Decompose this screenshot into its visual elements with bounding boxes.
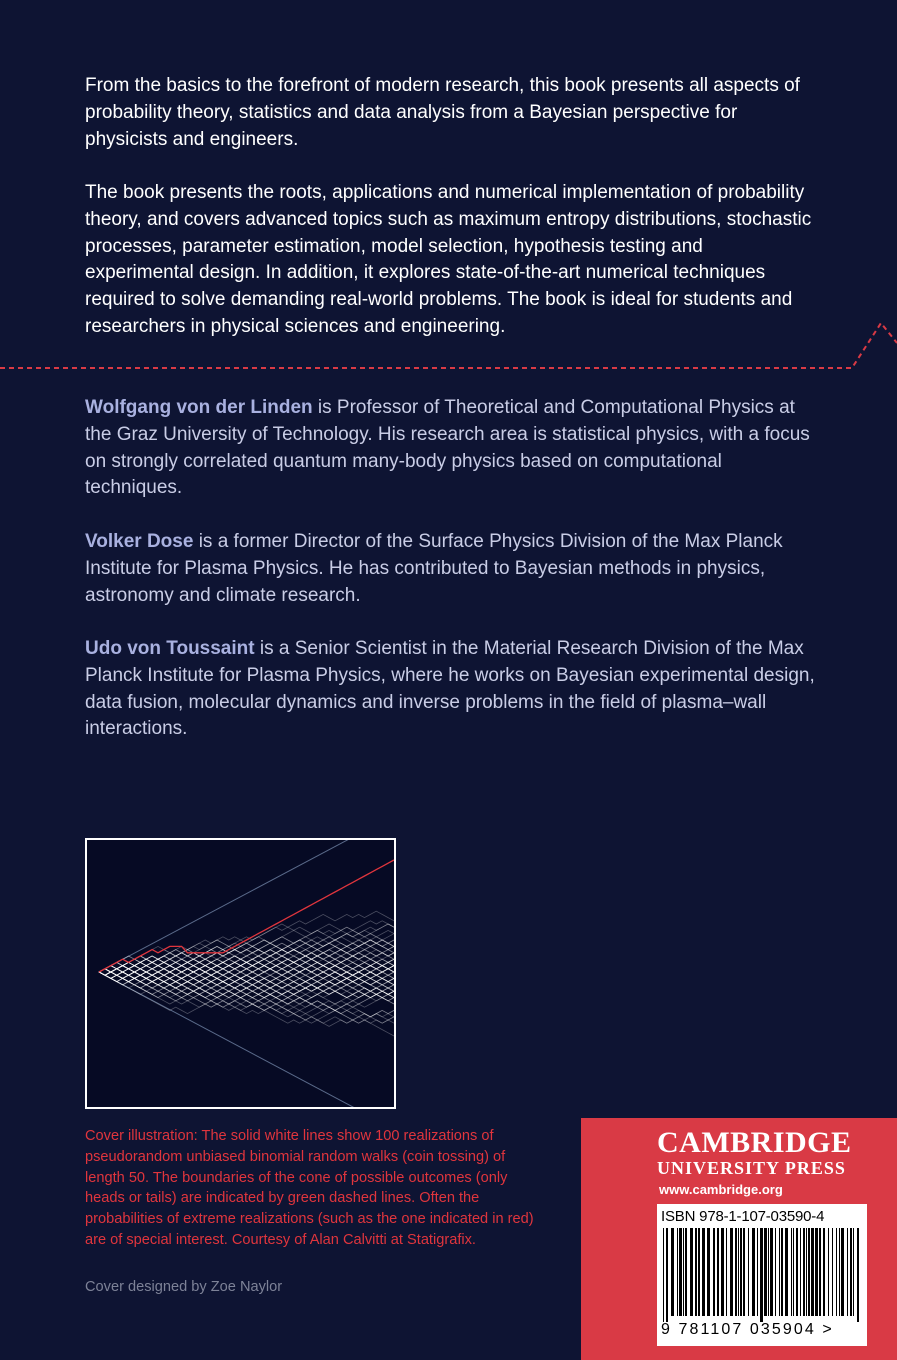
barcode-bar [690,1228,693,1316]
barcode-bar [740,1228,742,1316]
barcode-bar [695,1228,697,1316]
barcode-bar [757,1228,758,1316]
barcode-bar [796,1228,798,1316]
cone-boundary-line [99,972,394,1107]
barcode-bar [847,1228,848,1316]
barcode-bar [752,1228,755,1316]
barcode-digits: 9 781107 035904 > [661,1321,834,1338]
barcode-bar [828,1228,829,1316]
random-walk-line [99,950,394,976]
barcode-bar [806,1228,807,1316]
random-walk-line [99,940,394,978]
isbn-label: ISBN 978-1-107-03590-4 [661,1208,825,1225]
random-walk-line [99,959,394,997]
barcode-bar [707,1228,710,1316]
author-bio-3 [85,636,815,743]
random-walk-line [99,959,394,985]
barcode-bar [815,1228,818,1316]
barcode-bar [738,1228,739,1316]
barcode-panel [657,1204,867,1346]
cover-designer-credit: Cover designed by Zoe Naylor [85,1279,283,1295]
barcode-bar [760,1228,763,1322]
random-walk-line [99,972,394,998]
cover-illustration [85,838,396,1109]
barcode-bar [685,1228,687,1316]
barcode-bar [785,1228,788,1316]
barcode-bar [770,1228,773,1316]
barcode-bar [832,1228,833,1316]
barcode-bar [679,1228,682,1316]
random-walk-line [99,959,394,985]
barcode-bar [775,1228,776,1316]
barcode-bar [853,1228,854,1316]
barcode-bar [677,1228,678,1316]
author-name: Volker Dose [85,531,194,552]
random-walk-line [99,972,394,998]
barcode-bar [811,1228,814,1316]
barcode-bar [730,1228,733,1316]
random-walk-line [99,966,394,992]
barcode-bar [726,1228,727,1316]
random-walks-plot [87,840,394,1107]
barcode-bar [823,1228,825,1316]
random-walk-line [99,940,394,978]
barcode-bar [850,1228,852,1316]
random-walk-line [99,956,394,975]
dashed-divider [0,318,897,378]
author-bio-1 [85,395,815,502]
barcode-bar [721,1228,724,1316]
random-walk-line [99,959,394,985]
barcode-bar [839,1228,840,1316]
barcode-bar [743,1228,745,1316]
barcode-bar [791,1228,792,1316]
barcode-bar [698,1228,700,1316]
barcode-bar [768,1228,769,1316]
barcode-bar [803,1228,805,1316]
barcode-bar [836,1228,837,1316]
barcode-bar [800,1228,801,1316]
cover-caption: Cover illustration: The solid white lines show 100 realizations of pseudorandom unbiased binomial random walks (coin tossing) of length 50. The boundaries of the cone of possible outcomes (only heads or tails) are indicated by green dashed lines. Often the probabilities of extreme realizations (such as the one indicated in red) are of special interest. Courtesy of Alan Calvitti at Statigrafix. [85,1128,534,1248]
author-bio-text: is a former Director of the Surface Physics Division of the Max Planck Institute for Plasma Physics. He has contributed to Bayesian methods in physics, astronomy and climate research. [85,531,783,606]
author-bio-text: is a Senior Scientist in the Material Research Division of the Max Planck Institute for Plasma Physics, where he works on Bayesian experimental design, data fusion, molecular dynamics and inverse problems in the field of plasma–wall interactions. [85,638,815,740]
barcode-bar [781,1228,783,1316]
random-walk-line [99,962,394,981]
random-walk-line [99,959,394,985]
publisher-url: www.cambridge.org [659,1182,783,1197]
publisher-name: CAMBRIDGE [657,1126,852,1159]
barcode-bar [748,1228,749,1316]
blurb-paragraph-2: The book presents the roots, applications and numerical implementation of probability theory, and covers advanced topics such as maximum entropy distributions, stochastic processes, parameter estimation, model selection, hypothesis testing and experimental design. In addition, it explores state-of-the-art numerical techniques required to solve demanding real-world problems. The book is ideal for students and researchers in physical sciences and engineering. [85,182,812,337]
barcode-bar [841,1228,844,1316]
cone-boundary-line [99,840,394,972]
barcode-bar [713,1228,715,1316]
barcode-bar [717,1228,719,1316]
barcode-bar [819,1228,821,1316]
barcode-bar [735,1228,737,1316]
author-bio-2 [85,529,815,609]
barcode-bar [683,1228,684,1316]
barcode-bar [857,1228,859,1322]
publisher-block [581,1118,897,1360]
barcode-bar [779,1228,780,1316]
barcode-bar [663,1228,664,1322]
barcode-bar [702,1228,705,1316]
barcode-bar [764,1228,767,1316]
author-name: Udo von Toussaint [85,638,255,659]
blurb-paragraph-1: From the basics to the forefront of modern research, this book presents all aspects of probability theory, statistics and data analysis from a Bayesian perspective for physicists and engineers. [85,75,800,150]
barcode-icon [661,1228,863,1322]
barcode-bar [793,1228,794,1316]
author-name: Wolfgang von der Linden [85,397,313,418]
barcode-bar [671,1228,674,1316]
author-bio-text: is Professor of Theoretical and Computational Physics at the Graz University of Technology. His research area is statistical physics, with a focus on strongly correlated quantum many-body physics based on computational techniques. [85,397,810,499]
barcode-bar [666,1228,668,1322]
publisher-subtitle: UNIVERSITY PRESS [657,1158,846,1178]
barcode-bar [808,1228,810,1316]
